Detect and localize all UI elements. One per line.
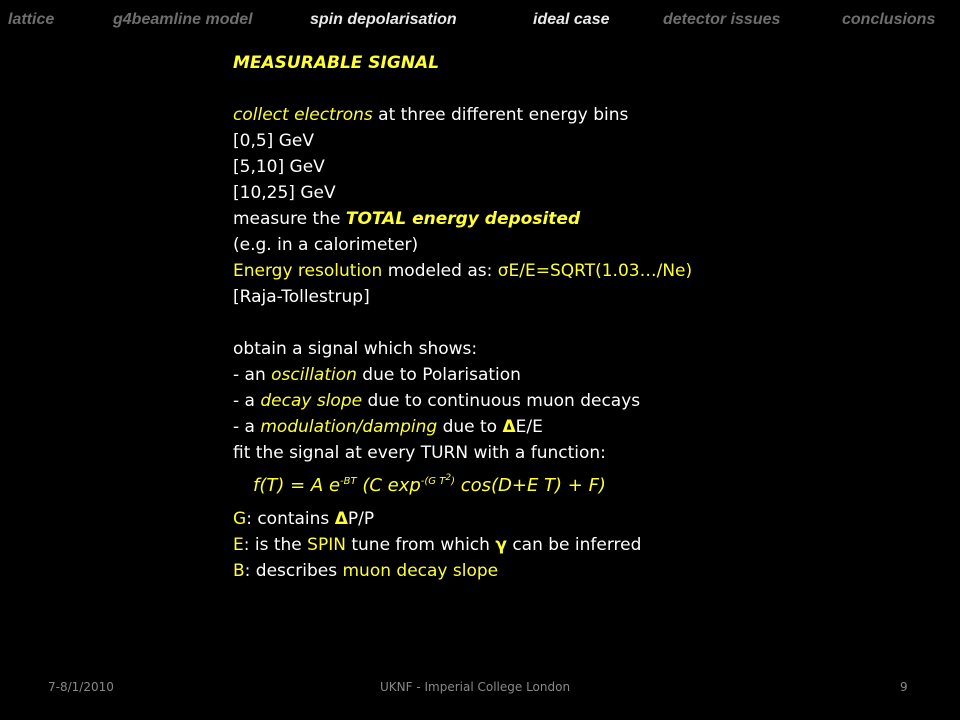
collect-highlight: collect electrons <box>233 105 373 125</box>
nav-item-spin-depolarisation[interactable]: spin depolarisation <box>310 11 457 28</box>
measure-line <box>233 206 933 232</box>
resolution-line <box>233 258 933 284</box>
gamma-symbol: γ <box>495 535 507 555</box>
reference-line: [Raja-Tollestrup] <box>233 287 370 307</box>
formula-part: (C exp <box>356 475 421 496</box>
measure-highlight: TOTAL energy deposited <box>345 209 581 229</box>
param-b <box>233 558 933 584</box>
bullet-suffix: due to Polarisation <box>356 365 521 385</box>
nav-item-conclusions[interactable]: conclusions <box>842 11 936 28</box>
bullet-suffix: due to continuous muon decays <box>362 391 641 411</box>
bullet-prefix: - an <box>233 365 272 385</box>
param-key: G <box>233 509 247 529</box>
param-text: can be inferred <box>506 535 642 555</box>
bullet-prefix: - a <box>233 391 261 411</box>
param-text: P/P <box>347 509 375 529</box>
formula-exponent: -BT <box>340 476 357 487</box>
resolution-mid: modeled as: <box>382 261 498 281</box>
bullet-highlight: oscillation <box>271 365 357 385</box>
formula-exponent-close: ) <box>451 476 455 487</box>
energy-bin: [0,5] GeV <box>233 131 314 151</box>
param-text: : is the <box>243 535 308 555</box>
param-g <box>233 506 933 532</box>
energy-bin: [10,25] GeV <box>233 183 336 203</box>
nav-item-g4beamline-model[interactable]: g4beamline model <box>113 11 253 28</box>
formula-exponent <box>420 473 455 487</box>
bullet-modulation <box>233 414 933 440</box>
bullet-highlight: decay slope <box>260 391 363 411</box>
fit-line: fit the signal at every TURN with a function: <box>233 443 606 463</box>
param-highlight: muon decay slope <box>342 561 499 581</box>
formula-exponent-part: -(G T <box>420 476 446 487</box>
param-text: : describes <box>244 561 343 581</box>
spacer <box>233 76 933 102</box>
nav-item-ideal-case[interactable]: ideal case <box>533 11 610 28</box>
obtain-line: obtain a signal which shows: <box>233 339 478 359</box>
param-key: B <box>233 561 245 581</box>
formula-exponent-square: 2 <box>445 473 452 483</box>
fit-formula <box>233 466 933 506</box>
bullet-tail: E/E <box>515 417 543 437</box>
formula-part: f(T) = A e <box>253 475 341 496</box>
nav-item-detector-issues[interactable]: detector issues <box>663 11 781 28</box>
bullet-highlight: modulation/damping <box>260 417 438 437</box>
energy-bin: [5,10] GeV <box>233 157 325 177</box>
delta-symbol: Δ <box>502 417 516 437</box>
param-text: tune from which <box>345 535 496 555</box>
nav-item-lattice[interactable]: lattice <box>8 11 55 28</box>
sigma-symbol: σ <box>497 261 509 281</box>
calorimeter-line: (e.g. in a calorimeter) <box>233 235 419 255</box>
bullet-oscillation <box>233 362 933 388</box>
footer-page-number: 9 <box>900 680 908 694</box>
formula-part: cos(D+E T) + F) <box>454 475 606 496</box>
resolution-formula: E/E=SQRT(1.03…/Ne) <box>508 261 693 281</box>
slide-heading: MEASURABLE SIGNAL <box>233 53 440 73</box>
footer-center: UKNF - Imperial College London <box>380 680 571 694</box>
param-e <box>233 532 933 558</box>
bullet-decay-slope <box>233 388 933 414</box>
footer-date: 7-8/1/2010 <box>48 680 114 694</box>
collect-rest: at three different energy bins <box>372 105 629 125</box>
param-text: : contains <box>246 509 335 529</box>
bullet-prefix: - a <box>233 417 261 437</box>
slide-content <box>233 50 933 584</box>
bullet-suffix: due to <box>437 417 503 437</box>
top-navigation <box>0 0 960 40</box>
param-highlight: SPIN <box>307 535 346 555</box>
collect-line <box>233 102 933 128</box>
param-key: E <box>233 535 244 555</box>
spacer <box>233 310 933 336</box>
resolution-highlight: Energy resolution <box>233 261 383 281</box>
measure-prefix: measure the <box>233 209 346 229</box>
delta-symbol: Δ <box>334 509 348 529</box>
